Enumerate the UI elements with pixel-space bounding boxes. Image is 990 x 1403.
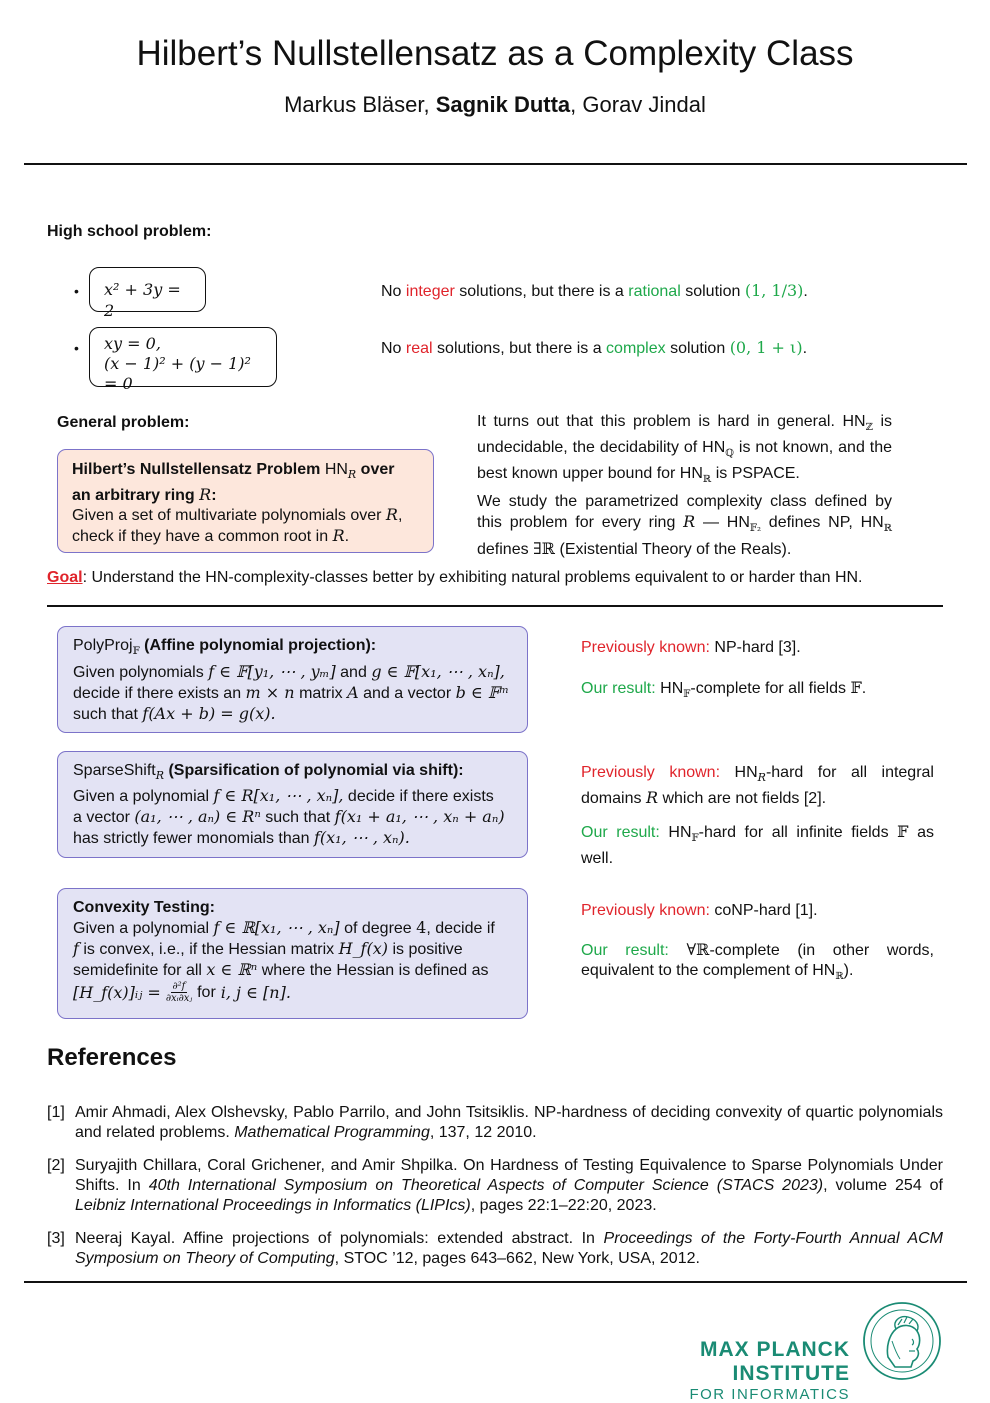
pp-l2m2: A bbox=[347, 683, 359, 703]
equation-box-2 bbox=[89, 327, 277, 393]
hn-text-comma: , bbox=[397, 507, 403, 525]
cv-our-label: Our result: bbox=[581, 942, 669, 959]
cv-l4a: for bbox=[197, 983, 216, 1001]
p1-q: ℚ bbox=[725, 448, 734, 460]
sparseshift-result bbox=[581, 822, 934, 869]
ref-1-details: , 137, 12 2010. bbox=[429, 1124, 537, 1141]
cv-l3m: x ∈ ℝⁿ bbox=[206, 960, 258, 979]
cv-l3b: where the Hessian is defined as bbox=[261, 962, 489, 979]
mpi-logo-text bbox=[588, 1338, 850, 1403]
p1-r: ℝ bbox=[702, 474, 712, 486]
cv-our-a: ∀ℝ bbox=[686, 940, 710, 959]
pp-l2a: decide if there exists an bbox=[73, 685, 242, 703]
cv-l3a: semidefinite for all bbox=[73, 962, 202, 979]
polyproj-line-3 bbox=[73, 704, 512, 725]
parametrized-paragraph bbox=[477, 492, 892, 560]
example-2-statement bbox=[381, 338, 941, 359]
p2-R: R bbox=[683, 512, 696, 531]
high-school-heading: High school problem: bbox=[47, 223, 212, 240]
references-heading: References bbox=[47, 1044, 177, 1071]
general-problem-heading: General problem: bbox=[57, 414, 190, 431]
ss-sub: R bbox=[155, 769, 165, 783]
pp-our-label: Our result: bbox=[581, 680, 656, 697]
ex1-integer: integer bbox=[405, 283, 455, 300]
poster-title: Hilbert’s Nullstellensatz as a Complexity Class bbox=[136, 34, 854, 73]
author-3: , Gorav Jindal bbox=[570, 92, 706, 117]
equation-box-1 bbox=[89, 267, 206, 320]
author-1: Markus Bläser, bbox=[284, 92, 430, 117]
pp-our-c: . bbox=[861, 680, 867, 697]
pp-l1a: Given polynomials bbox=[73, 664, 204, 682]
ss-l1m: f ∈ R[x₁, ⋯ , xₙ], bbox=[213, 786, 344, 806]
p1-c: is not known, and the best known upper bound for HN bbox=[477, 439, 892, 483]
convexity-title: Convexity Testing: bbox=[73, 899, 215, 916]
convexity-box bbox=[57, 888, 528, 1019]
pp-l2m3: b ∈ 𝔽ᵐ bbox=[455, 683, 510, 703]
pp-our-sub: 𝔽 bbox=[683, 689, 691, 701]
p2-r: ℝ bbox=[883, 523, 892, 535]
convexity-previous bbox=[581, 901, 934, 921]
ref-2-text: Suryajith Chillara, Coral Grichener, and Amir Shpilka. On Hardness of Testing Equivalence to Sparse Polynomials Under Shifts. In bbox=[75, 1157, 943, 1194]
ref-1-body bbox=[75, 1103, 943, 1143]
cv-l2a: is convex, i.e., if the Hessian matrix bbox=[83, 941, 335, 958]
ref-1-text: Amir Ahmadi, Alex Olshevsky, Pablo Parrilo, and John Tsitsiklis. NP-hardness of deciding convexity of quartic polynomials and related problems. bbox=[75, 1104, 943, 1141]
p2-a: We study the parametrized complexity class defined by this problem for every ring bbox=[477, 493, 892, 531]
ss-l2m2: f(x₁ + a₁, ⋯ , xₙ + aₙ) bbox=[334, 807, 505, 827]
polyproj-line-2 bbox=[73, 683, 512, 704]
polyproj-previous bbox=[581, 638, 934, 658]
convexity-line-4 bbox=[73, 981, 512, 1004]
pp-l2c: and a vector bbox=[363, 685, 452, 703]
cv-frac-den: ∂xᵢ∂xⱼ bbox=[165, 993, 193, 1004]
cv-l2m1: f bbox=[73, 939, 79, 958]
ss-l1b: decide if there exists bbox=[347, 788, 494, 806]
cv-our-sub: ℝ bbox=[835, 971, 844, 983]
polyproj-line-1 bbox=[73, 662, 512, 683]
pp-l1m2: g ∈ 𝔽[x₁, ⋯ , xₙ], bbox=[371, 662, 505, 682]
cv-our-c: ). bbox=[843, 962, 854, 979]
ss-prev-sub: R bbox=[757, 771, 766, 785]
ex2-solution: (0, 1 + ι) bbox=[729, 338, 803, 357]
author-list bbox=[0, 92, 990, 118]
pp-l2m1: m × n bbox=[245, 683, 295, 703]
ref-2-body bbox=[75, 1156, 943, 1216]
author-2-presenter: Sagnik Dutta bbox=[435, 92, 571, 117]
sparseshift-line-2 bbox=[73, 807, 512, 828]
ref-2-num: [2] bbox=[47, 1157, 65, 1174]
pp-our-a: HN bbox=[660, 680, 684, 697]
ss-l3a: has strictly fewer monomials than bbox=[73, 830, 310, 848]
cv-l1b: of degree bbox=[344, 920, 412, 937]
p2-e: (Existential Theory of the Reals). bbox=[559, 541, 792, 559]
goal-statement bbox=[47, 568, 947, 588]
ss-prev-label: Previously known: bbox=[581, 764, 721, 781]
equation-2a: xy = 0, bbox=[104, 334, 161, 353]
ref-2-details: , pages 22:1–22:20, 2023. bbox=[470, 1197, 657, 1214]
p2-d: defines bbox=[477, 541, 529, 559]
convexity-line-2 bbox=[73, 939, 512, 960]
equation-2b: (x − 1)² + (y − 1)² = 0 bbox=[104, 354, 251, 393]
ref-2-series: Leibniz International Proceedings in Informatics (LIPIcs) bbox=[75, 1197, 471, 1214]
ex1-text-3: solutions, but there is a bbox=[459, 283, 624, 300]
ss-l2a: a vector bbox=[73, 809, 130, 827]
pp-l1b: and bbox=[340, 664, 367, 682]
hn-text-a: Given a set of multivariate polynomials over bbox=[72, 507, 382, 525]
ss-l1a: Given a polynomial bbox=[73, 788, 210, 806]
hardness-paragraph bbox=[477, 412, 892, 491]
hn-text-r2: R bbox=[332, 525, 345, 545]
ex2-real: real bbox=[405, 340, 433, 357]
footer-divider bbox=[24, 1281, 967, 1283]
ref-1-venue: Mathematical Programming bbox=[234, 1124, 430, 1141]
ex2-complex: complex bbox=[606, 340, 666, 357]
ss-our-b: -hard for all infinite fields bbox=[698, 824, 889, 841]
polyproj-title bbox=[73, 636, 512, 662]
pp-prev-label: Previously known: bbox=[581, 639, 710, 656]
goal-label: Goal bbox=[47, 569, 83, 586]
hn-title-text: Hilbert’s Nullstellensatz Problem bbox=[72, 461, 321, 478]
ss-l2b: such that bbox=[265, 809, 331, 827]
p1-z: ℤ bbox=[865, 422, 873, 434]
ss-prev-c: which are not fields [2]. bbox=[662, 790, 827, 808]
ref-1-num: [1] bbox=[47, 1104, 65, 1121]
ss-our-f: 𝔽 bbox=[897, 822, 909, 841]
ex2-period: . bbox=[802, 340, 808, 357]
hn-title-colon: : bbox=[211, 486, 217, 504]
p2-er: ∃ℝ bbox=[533, 539, 556, 559]
ex2-text-5: solution bbox=[670, 340, 726, 357]
hn-symbol: HN bbox=[324, 461, 348, 478]
logo-line-2: FOR INFORMATICS bbox=[689, 1386, 850, 1403]
sparseshift-box bbox=[57, 751, 528, 858]
hn-title-over: over bbox=[360, 461, 395, 478]
hn-text-end: . bbox=[344, 527, 350, 545]
cv-l4m1: [H_f(x)]ᵢⱼ = bbox=[73, 982, 161, 1002]
ex1-text-5: solution bbox=[685, 283, 741, 300]
ex1-period: . bbox=[803, 283, 808, 300]
pp-l1m1: f ∈ 𝔽[y₁, ⋯ , yₘ] bbox=[208, 662, 336, 682]
pp-l3a: such that bbox=[73, 706, 138, 724]
cv-our-b: -complete (in other words, equivalent to the complement of HN bbox=[581, 942, 934, 979]
cv-prev-text: coNP-hard [1]. bbox=[714, 902, 818, 919]
pp-prev-text: NP-hard [3]. bbox=[714, 639, 801, 656]
pp-our-f: 𝔽 bbox=[850, 678, 862, 697]
sparseshift-title bbox=[73, 761, 512, 786]
ss-title-text: (Sparsification of polynomial via shift): bbox=[168, 762, 464, 779]
hn-title-ring: an arbitrary ring bbox=[72, 486, 195, 504]
convexity-line-3 bbox=[73, 960, 512, 981]
hn-box-text bbox=[72, 505, 419, 546]
ex2-text-1: No bbox=[381, 340, 402, 357]
cv-frac-num: ∂²f bbox=[172, 981, 186, 992]
ex2-text-3: solutions, but there is a bbox=[437, 340, 602, 357]
hn-definition-box bbox=[57, 449, 434, 553]
p1-d: is PSPACE. bbox=[715, 465, 800, 483]
p1-a: It turns out that this problem is hard in general. HN bbox=[477, 413, 866, 430]
ss-our-c: as well. bbox=[581, 824, 934, 868]
ss-our-label: Our result: bbox=[581, 824, 660, 841]
hessian-fraction bbox=[166, 981, 192, 1004]
cv-l4m2: i, j ∈ [n]. bbox=[220, 982, 291, 1002]
cv-l1m1: f ∈ ℝ[x₁, ⋯ , xₙ] bbox=[213, 918, 340, 937]
sparseshift-line-1 bbox=[73, 786, 512, 807]
section-divider bbox=[47, 605, 943, 607]
hn-text-r1: R bbox=[385, 505, 398, 525]
sparseshift-line-3 bbox=[73, 828, 512, 849]
ss-prev-r: R bbox=[645, 788, 658, 808]
ss-prev-a: HN bbox=[734, 764, 758, 781]
polyproj-result bbox=[581, 678, 934, 705]
polyproj-title-text: (Affine polynomial projection): bbox=[144, 637, 377, 654]
reference-3 bbox=[47, 1229, 943, 1269]
minerva-emblem-icon bbox=[862, 1301, 942, 1381]
ref-3-body bbox=[75, 1229, 943, 1269]
polyproj-sub: 𝔽 bbox=[132, 646, 140, 658]
sparseshift-previous bbox=[581, 763, 934, 809]
ref-3-text: Neeraj Kayal. Affine projections of polynomials: extended abstract. In bbox=[75, 1230, 595, 1247]
p1-b: is undecidable, the decidability of HN bbox=[477, 413, 892, 457]
reference-2 bbox=[47, 1156, 943, 1216]
hn-text-b: check if they have a common root in bbox=[72, 527, 329, 545]
hn-subscript: R bbox=[347, 468, 357, 482]
ss-name: SparseShift bbox=[73, 762, 156, 779]
p2-b: — HN bbox=[702, 514, 750, 531]
ss-prev-b: -hard for all integral domains bbox=[581, 764, 934, 808]
ref-3-details: , STOC ’12, pages 643–662, New York, USA, 2012. bbox=[334, 1250, 700, 1267]
hn-title-r: R bbox=[199, 484, 212, 504]
logo-line-1: MAX PLANCK INSTITUTE bbox=[700, 1338, 850, 1385]
ref-2-venue: 40th International Symposium on Theoretical Aspects of Computer Science (STACS 2023) bbox=[148, 1177, 824, 1194]
pp-our-b: -complete for all fields bbox=[690, 680, 846, 697]
cv-l2m2: H_f(x) bbox=[338, 939, 388, 958]
ss-our-sub: 𝔽 bbox=[691, 833, 699, 845]
reference-1 bbox=[47, 1103, 943, 1143]
pp-l3m: f(Ax + b) = g(x). bbox=[142, 704, 276, 724]
ex1-text-1: No bbox=[381, 283, 402, 300]
bullet-1: • bbox=[74, 283, 79, 299]
ex1-rational: rational bbox=[628, 283, 681, 300]
polyproj-box bbox=[57, 626, 528, 733]
header-divider bbox=[24, 163, 967, 165]
p2-c: defines NP, HN bbox=[768, 514, 884, 531]
ss-l2m1: (a₁, ⋯ , aₙ) ∈ Rⁿ bbox=[134, 807, 261, 827]
p2-f2: 𝔽₂ bbox=[749, 523, 761, 535]
cv-l2b: is positive bbox=[392, 941, 463, 958]
hn-box-title bbox=[72, 460, 419, 505]
bullet-2: • bbox=[74, 340, 79, 356]
ss-our-a: HN bbox=[668, 824, 692, 841]
ex1-solution: (1, 1/3) bbox=[744, 281, 804, 300]
convexity-result bbox=[581, 940, 934, 987]
cv-l1a: Given a polynomial bbox=[73, 920, 210, 937]
cv-l1c: , decide if bbox=[426, 920, 495, 937]
ref-2-volume: , volume 254 of bbox=[823, 1177, 944, 1194]
cv-l1m2: 4 bbox=[416, 918, 427, 937]
polyproj-name: PolyProj bbox=[73, 637, 133, 654]
pp-l2b: matrix bbox=[299, 685, 343, 703]
ref-3-venue: Proceedings of the Forty-Fourth Annual ACM Symposium on Theory of Computing bbox=[75, 1230, 944, 1267]
equation-1: x² + 3y = 2 bbox=[104, 280, 181, 320]
ss-l3m: f(x₁, ⋯ , xₙ). bbox=[313, 828, 410, 848]
ref-3-num: [3] bbox=[47, 1230, 65, 1247]
goal-text: : Understand the HN-complexity-classes better by exhibiting natural problems equivalent to or harder than HN. bbox=[82, 569, 863, 586]
cv-prev-label: Previously known: bbox=[581, 902, 710, 919]
example-1-statement bbox=[381, 281, 941, 302]
convexity-line-1 bbox=[73, 918, 512, 939]
